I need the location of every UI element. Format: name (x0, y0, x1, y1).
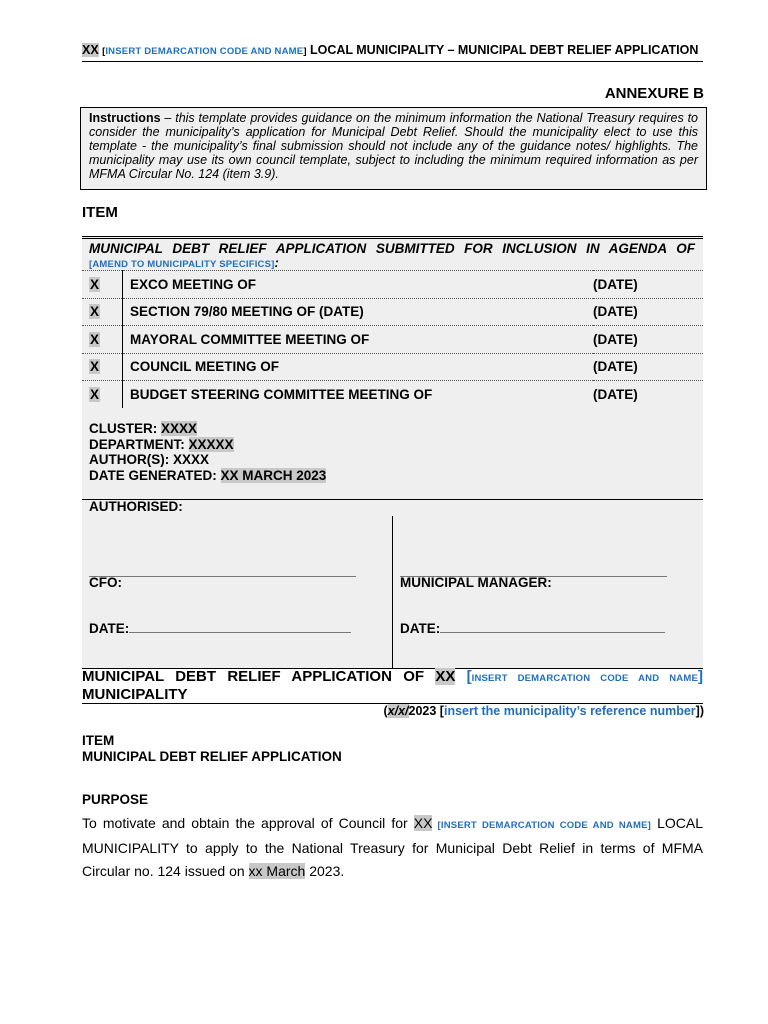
meeting-row (82, 271, 703, 299)
cluster-value: XXXX (161, 421, 198, 436)
date-generated-label: DATE GENERATED: (89, 467, 221, 483)
meeting-date: (DATE) (593, 276, 638, 292)
ref-close: ]) (695, 704, 704, 718)
agenda-header (82, 236, 703, 272)
meeting-date: (DATE) (593, 304, 638, 320)
mm-date-label: DATE: (400, 621, 441, 636)
date-generated-value: XX MARCH 2023 (220, 467, 327, 483)
meetings-table (82, 270, 703, 408)
purpose-placeholder: [INSERT DEMARCATION CODE AND NAME] (432, 820, 651, 831)
meeting-checkbox[interactable] (82, 271, 123, 299)
application-title (82, 668, 703, 704)
header-placeholder: INSERT DEMARCATION CODE AND NAME (105, 46, 304, 57)
department-value: XXXXX (188, 436, 234, 452)
agenda-placeholder: [AMEND TO MUNICIPALITY SPECIFICS] (89, 259, 275, 270)
header-bracket-open: [ (102, 46, 106, 57)
cfo-date[interactable] (89, 621, 351, 636)
item-section (82, 733, 342, 764)
application-bracket-close: ] (698, 668, 704, 685)
item-section-subtitle: MUNICIPAL DEBT RELIEF APPLICATION (82, 748, 342, 764)
department-label: DEPARTMENT: (89, 436, 189, 452)
instructions-label: Instructions (89, 111, 161, 125)
meeting-name: COUNCIL MEETING OF (130, 359, 280, 375)
annexure-label: ANNEXURE B (604, 85, 704, 102)
ref-year: 2023 [ (408, 704, 444, 718)
meeting-date: (DATE) (593, 359, 638, 375)
purpose-xx: XX (413, 815, 433, 831)
mm-date[interactable] (400, 621, 665, 636)
header-title: LOCAL MUNICIPALITY – MUNICIPAL DEBT RELIEF APPLICATION (306, 43, 699, 57)
instructions-box (80, 107, 707, 190)
agenda-colon: : (274, 255, 279, 270)
document-meta (89, 421, 326, 483)
cfo-date-label: DATE: (89, 621, 130, 636)
cluster-label: CLUSTER: (89, 421, 161, 436)
meeting-date: (DATE) (593, 387, 638, 402)
ref-xx: x/x/ (387, 704, 409, 718)
application-bracket-open: [ (455, 668, 472, 685)
meeting-row (82, 298, 703, 326)
header-bracket-close: ] (303, 46, 307, 57)
meeting-name: MAYORAL COMMITTEE MEETING OF (130, 331, 370, 347)
meeting-row (82, 326, 703, 354)
meeting-name: BUDGET STEERING COMMITTEE MEETING OF (130, 387, 433, 402)
signature-column-divider (392, 516, 393, 668)
item-heading: ITEM (82, 204, 118, 221)
meeting-row (82, 381, 703, 409)
purpose-paragraph (82, 812, 703, 883)
reference-number (383, 704, 704, 718)
ref-open: ( (383, 704, 388, 718)
meeting-mark: X (90, 331, 100, 347)
meeting-row (82, 353, 703, 381)
meeting-mark: X (90, 359, 100, 375)
meeting-mark: X (90, 304, 100, 320)
meeting-mark: X (90, 387, 100, 402)
document-header (82, 43, 703, 62)
authorised-label: AUTHORISED: (89, 499, 183, 514)
purpose-date-highlight: xx March (248, 863, 306, 879)
agenda-title: MUNICIPAL DEBT RELIEF APPLICATION SUBMITTED FOR INCLUSION IN AGENDA OF (89, 241, 695, 256)
application-xx: XX (435, 668, 456, 685)
meeting-checkbox[interactable] (82, 381, 123, 409)
purpose-text-2: LOCAL MUNICIPALITY to apply to the National Treasury for Municipal Debt Relief in terms of MFMA Circular no. 124 issued on (82, 815, 703, 879)
header-xx: XX (82, 43, 99, 57)
instructions-text: – this template provides guidance on the minimum information the National Treasury requires to consider the municipality’s application for Municipal Debt Relief. Should the municipality elect to use this template - the municipality’s final submission should not include any of the guidance notes/ highlights. The municipality may use its own council template, subject to including the minimum required information as per MFMA Circular No. 124 (item 3.9). (89, 111, 698, 181)
item-section-heading: ITEM (82, 733, 115, 748)
meeting-date: (DATE) (593, 331, 638, 347)
mm-label: MUNICIPAL MANAGER: (400, 575, 552, 590)
meeting-mark: X (90, 276, 100, 292)
application-title-line2: MUNICIPALITY (82, 686, 188, 703)
authors: AUTHOR(S): XXXX (89, 452, 210, 467)
purpose-text-1: To motivate and obtain the approval of Council for (82, 815, 414, 831)
meeting-name: EXCO MEETING OF (130, 276, 257, 292)
meeting-name: SECTION 79/80 MEETING OF (DATE) (130, 304, 364, 320)
cfo-signature-line[interactable] (89, 565, 356, 580)
purpose-heading: PURPOSE (82, 792, 149, 807)
purpose-text-3: 2023. (305, 863, 345, 879)
ref-placeholder: insert the municipality’s reference number (443, 704, 696, 718)
meeting-checkbox[interactable] (82, 353, 123, 381)
meeting-checkbox[interactable] (82, 326, 123, 354)
application-title-text: MUNICIPAL DEBT RELIEF APPLICATION OF (82, 668, 436, 685)
cfo-label: CFO: (89, 575, 122, 590)
application-placeholder: INSERT DEMARCATION CODE AND NAME (471, 673, 699, 684)
meeting-checkbox[interactable] (82, 298, 123, 326)
